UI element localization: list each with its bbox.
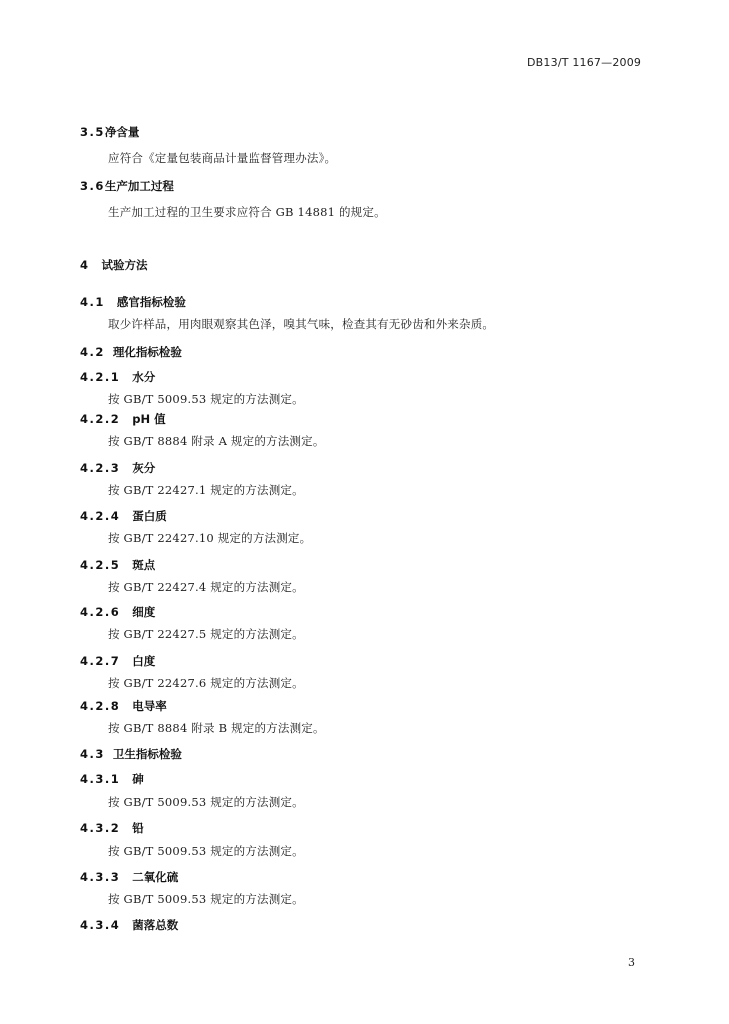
page-number: 3 xyxy=(628,956,635,969)
heading-4-2-1: 4.2.1 水分 xyxy=(80,370,156,384)
body-4-3-2: 按 GB/T 5009.53 规定的方法测定。 xyxy=(108,844,304,858)
body-4-2-6: 按 GB/T 22427.5 规定的方法测定。 xyxy=(108,627,304,641)
heading-4: 4 试验方法 xyxy=(80,258,148,272)
body-4-3-3: 按 GB/T 5009.53 规定的方法测定。 xyxy=(108,892,304,906)
body-3-5: 应符合《定量包装商品计量监督管理办法》。 xyxy=(108,151,337,165)
heading-4-3: 4.3 卫生指标检验 xyxy=(80,747,182,761)
heading-4-2-5: 4.2.5 斑点 xyxy=(80,558,156,572)
heading-4-2-8: 4.2.8 电导率 xyxy=(80,699,167,713)
heading-4-3-2: 4.3.2 铅 xyxy=(80,821,144,835)
body-4-2-7: 按 GB/T 22427.6 规定的方法测定。 xyxy=(108,676,304,690)
heading-4-2-2: 4.2.2 pH 值 xyxy=(80,412,166,426)
heading-4-1: 4.1 感官指标检验 xyxy=(80,295,186,309)
body-3-6: 生产加工过程的卫生要求应符合 GB 14881 的规定。 xyxy=(108,205,386,219)
body-4-1: 取少许样品，用肉眼观察其色泽，嗅其气味，检查其有无砂齿和外来杂质。 xyxy=(108,317,495,331)
heading-4-3-4: 4.3.4 菌落总数 xyxy=(80,918,179,932)
heading-4-2-7: 4.2.7 白度 xyxy=(80,654,156,668)
body-4-2-1: 按 GB/T 5009.53 规定的方法测定。 xyxy=(108,392,304,406)
heading-4-2-3: 4.2.3 灰分 xyxy=(80,461,156,475)
heading-4-2: 4.2 理化指标检验 xyxy=(80,345,182,359)
body-4-3-1: 按 GB/T 5009.53 规定的方法测定。 xyxy=(108,795,304,809)
heading-4-2-4: 4.2.4 蛋白质 xyxy=(80,509,167,523)
body-4-2-4: 按 GB/T 22427.10 规定的方法测定。 xyxy=(108,531,312,545)
heading-4-3-1: 4.3.1 砷 xyxy=(80,772,144,786)
body-4-2-5: 按 GB/T 22427.4 规定的方法测定。 xyxy=(108,580,304,594)
body-4-2-8: 按 GB/T 8884 附录 B 规定的方法测定。 xyxy=(108,721,325,735)
heading-3-5: 3.5净含量 xyxy=(80,125,140,139)
heading-4-2-6: 4.2.6 细度 xyxy=(80,605,156,619)
body-4-2-3: 按 GB/T 22427.1 规定的方法测定。 xyxy=(108,483,304,497)
standard-code: DB13/T 1167—2009 xyxy=(527,56,642,69)
heading-4-3-3: 4.3.3 二氧化硫 xyxy=(80,870,179,884)
body-4-2-2: 按 GB/T 8884 附录 A 规定的方法测定。 xyxy=(108,434,325,448)
heading-3-6: 3.6生产加工过程 xyxy=(80,179,174,193)
